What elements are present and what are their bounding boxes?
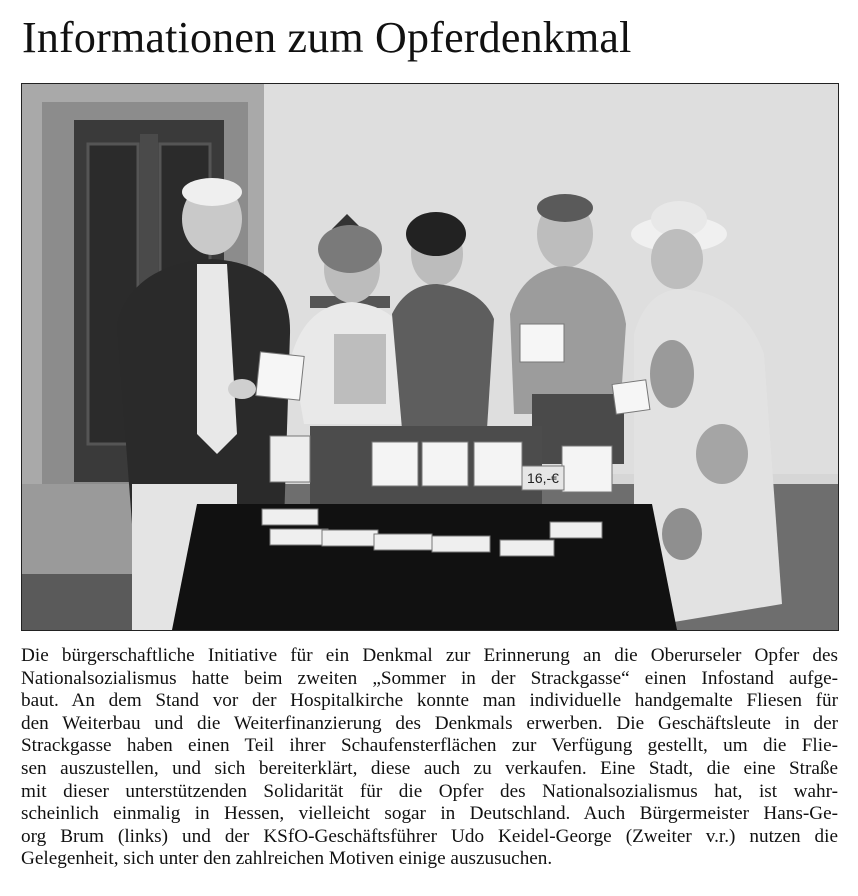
- tile: [422, 442, 468, 486]
- tile: [432, 536, 490, 552]
- tile: [270, 436, 310, 482]
- tile: [256, 352, 304, 400]
- tile: [474, 442, 522, 486]
- caption-line: Nationalsozialismus hatte beim zweiten „Sommer in der Strackgasse“ einen Infostand aufge-: [21, 667, 838, 689]
- caption-line: baut. An dem Stand vor der Hospitalkirche konnte man individuelle handgemalte Fliesen für: [21, 690, 838, 712]
- tile: [262, 509, 318, 525]
- tile: [374, 534, 432, 550]
- caption-line: Strackgasse haben einen Teil ihrer Schaufensterflächen zur Verfügung gestellt, um die Flie-: [21, 735, 838, 757]
- article-headline: Informationen zum Opferdenkmal: [22, 13, 632, 62]
- caption-line: scheinlich einmalig in Hessen, vielleicht sogar in Deutschland. Auch Bürgermeister Hans-Ge-: [21, 803, 838, 825]
- caption-line: mit dieser unterstützenden Solidarität für die Opfer des Nationalsozialismus hat, ist wahr-: [21, 780, 838, 802]
- caption-line: sen auszustellen, und sich bereiterklärt, diese auch zu verkaufen. Eine Stadt, die eine Straße: [21, 757, 838, 779]
- caption-line: den Weiterbau und die Weiterfinanzierung des Denkmals erwerben. Die Geschäftsleute in der: [21, 712, 838, 734]
- photo-caption: [21, 645, 838, 871]
- tile: [372, 442, 418, 486]
- tile: [550, 522, 602, 538]
- tile: [612, 380, 650, 414]
- tile: [520, 324, 564, 362]
- article-photo: [21, 83, 839, 631]
- tile: [562, 446, 612, 492]
- caption-line: Die bürgerschaftliche Initiative für ein Denkmal zur Erinnerung an die Oberurseler Opfer des: [21, 645, 838, 666]
- tile: [270, 529, 328, 545]
- tile: [322, 530, 378, 546]
- caption-line: org Brum (links) und der KSfO-Geschäftsführer Udo Keidel-George (Zweiter v.r.) nutzen die: [21, 825, 838, 847]
- price-tag: 16,-€: [527, 470, 559, 486]
- tile: [500, 540, 554, 556]
- caption-line: Gelegenheit, sich unter den zahlreichen Motiven einige auszusuchen.: [21, 848, 553, 870]
